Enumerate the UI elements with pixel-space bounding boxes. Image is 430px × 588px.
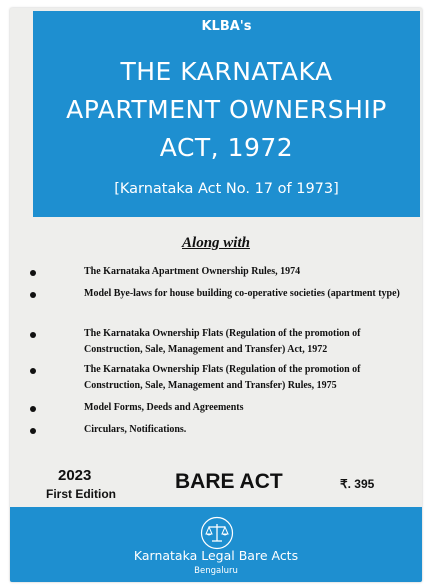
bullet-icon bbox=[30, 428, 36, 434]
along-with-heading: Along with bbox=[182, 235, 250, 251]
bullet-icon bbox=[30, 292, 36, 298]
list-item-text: Model Bye-laws for house building co-operative societies (apartment type) bbox=[84, 288, 400, 299]
list-item-text: The Karnataka Ownership Flats (Regulation of the promotion of Construction, Sale, Management and Transfer) Rules, 1975 bbox=[84, 364, 361, 391]
edition-label: First Edition bbox=[46, 487, 116, 501]
bullet-icon bbox=[30, 270, 36, 276]
list-item-text: Model Forms, Deeds and Agreements bbox=[84, 402, 244, 413]
list-item-text: The Karnataka Ownership Flats (Regulation of the promotion of Construction, Sale, Management and Transfer) Act, 1972 bbox=[84, 328, 361, 355]
publisher-footer bbox=[10, 507, 422, 582]
act-number: [Karnataka Act No. 17 of 1973] bbox=[114, 181, 339, 197]
title-block bbox=[33, 11, 420, 217]
title-line-3: ACT, 1972 bbox=[159, 133, 294, 162]
list-item-text: The Karnataka Apartment Ownership Rules, 1974 bbox=[84, 266, 301, 277]
publisher-city: Bengaluru bbox=[194, 566, 238, 576]
title-line-2: APARTMENT OWNERSHIP bbox=[66, 95, 387, 124]
list-item-text: Circulars, Notifications. bbox=[84, 424, 187, 435]
bullet-icon bbox=[30, 406, 36, 412]
bullet-icon bbox=[30, 332, 36, 338]
book-type-label: BARE ACT bbox=[175, 470, 283, 493]
scales-of-justice-icon bbox=[200, 516, 234, 550]
price-label: ₹. 395 bbox=[340, 477, 375, 491]
bullet-icon bbox=[30, 368, 36, 374]
publisher-tag: KLBA's bbox=[201, 19, 252, 34]
publisher-name: Karnataka Legal Bare Acts bbox=[133, 548, 299, 563]
edition-year: 2023 bbox=[58, 467, 92, 484]
book-cover bbox=[10, 8, 422, 582]
title-line-1: THE KARNATAKA bbox=[120, 57, 333, 86]
